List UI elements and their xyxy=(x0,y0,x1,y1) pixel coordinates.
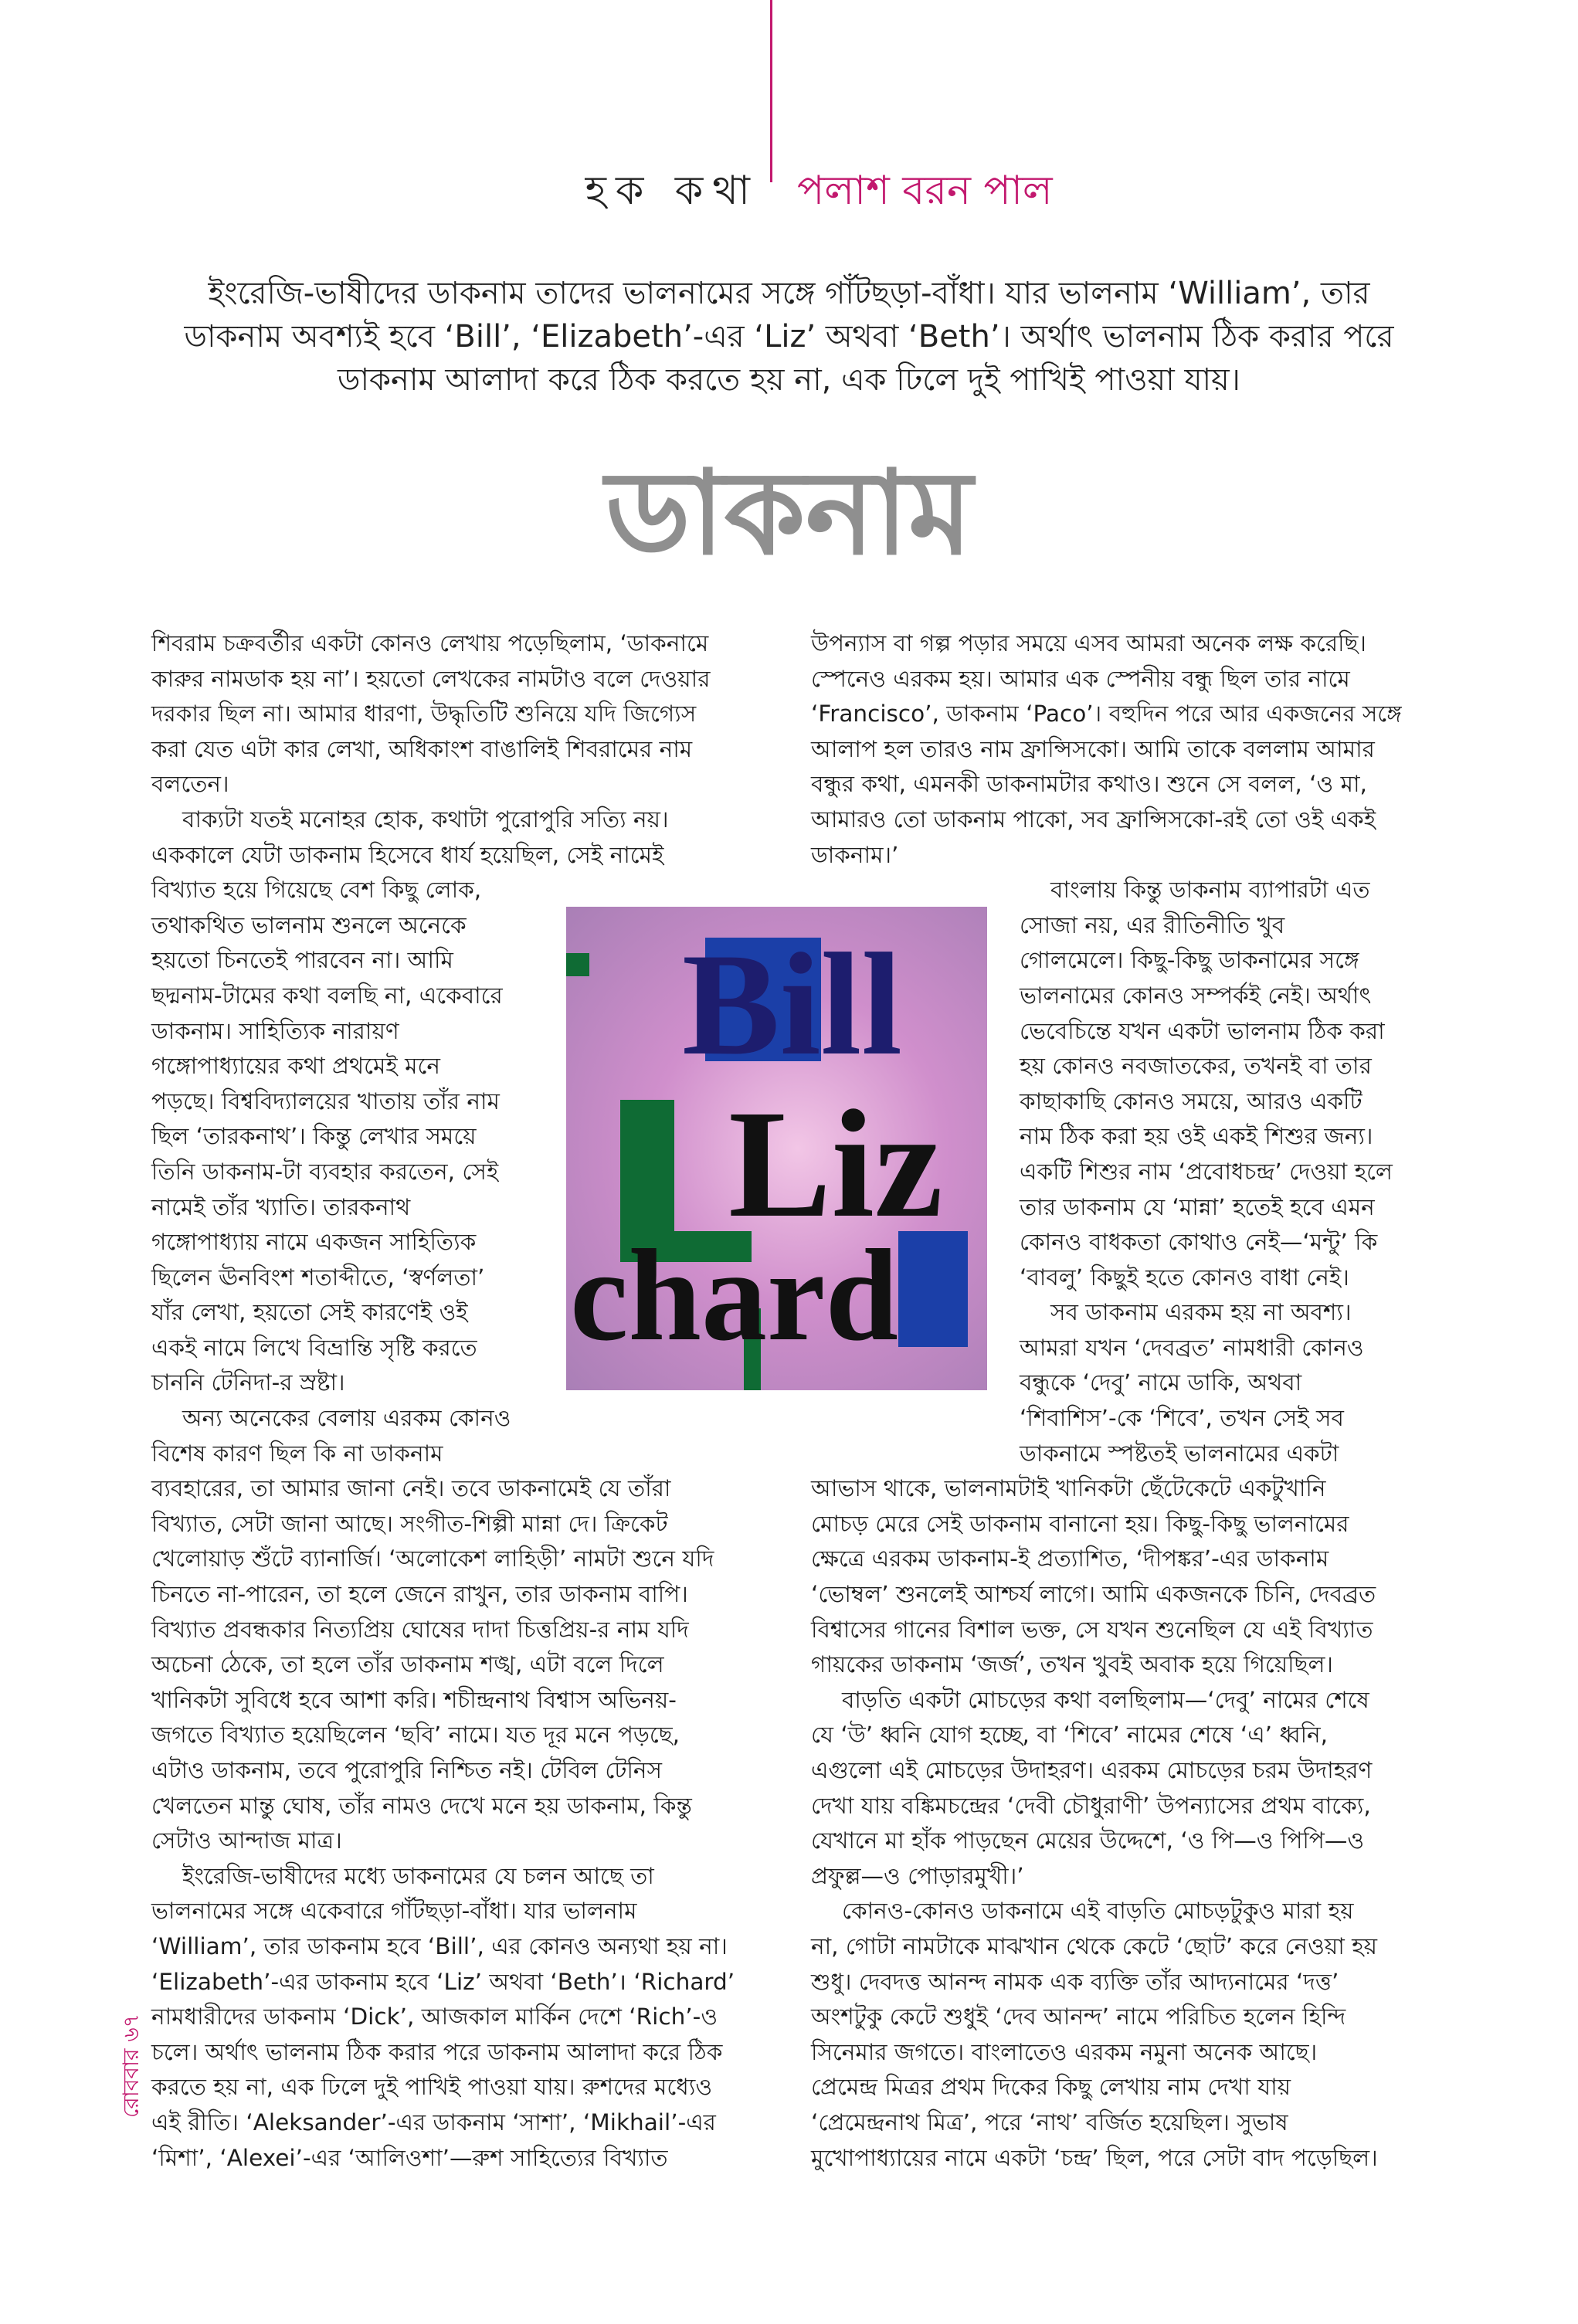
body-line: বিখ্যাত হয়ে গিয়েছে বেশ কিছু লোক, xyxy=(151,877,482,904)
body-line: কোনও-কোনও ডাকনামে এই বাড়তি মোচড়টুকুও মারা হয় xyxy=(842,1898,1354,1925)
body-line: ব্যবহারের, তা আমার জানা নেই। তবে ডাকনামেই যে তাঁরা xyxy=(151,1475,671,1502)
body-line: ভালনামের সঙ্গে একেবারে গাঁটছড়া-বাঁধা। যার ভালনাম xyxy=(151,1898,637,1925)
body-line: চাননি টেনিদা-র স্রষ্টা। xyxy=(151,1369,345,1396)
body-line: ভেবেচিন্তে যখন একটা ভালনাম ঠিক করা xyxy=(1020,1017,1385,1044)
body-line: আলাপ হল তারও নাম ফ্রান্সিসকো। আমি তাকে বললাম আমার xyxy=(811,735,1375,762)
page-folio: রোববার ৬৭ xyxy=(118,2014,144,2118)
body-line: তিনি ডাকনাম-টা ব্যবহার করতেন, সেই xyxy=(151,1158,499,1185)
green-fragment xyxy=(566,953,589,976)
body-line: চলে। অর্থাৎ ভালনাম ঠিক করার পরে ডাকনাম আলাদা করে ঠিক xyxy=(151,2038,723,2065)
body-line: ইংরেজি-ভাষীদের মধ্যে ডাকনামের যে চলন আছে তা xyxy=(182,1862,654,1889)
body-line: গঙ্গোপাধ্যায়ের কথা প্রথমেই মনে xyxy=(151,1053,440,1080)
body-line: নাম ঠিক করা হয় ওই একই শিশুর জন্য। xyxy=(1020,1123,1373,1150)
body-line: বিখ্যাত প্রবন্ধকার নিত্যপ্রিয় ঘোষের দাদা চিত্তপ্রিয়-র নাম যদি xyxy=(151,1616,689,1643)
body-line: মুখোপাধ্যায়ের নামে একটা ‘চন্দ্র’ ছিল, পরে সেটা বাদ পড়েছিল। xyxy=(811,2144,1378,2171)
body-line: ‘Elizabeth’-এর ডাকনাম হবে ‘Liz’ অথবা ‘Beth’। ‘Richard’ xyxy=(151,1968,735,1995)
body-line: বাড়তি একটা মোচড়ের কথা বলছিলাম—‘দেবু’ নামের শেষে xyxy=(842,1686,1369,1713)
body-line: করতে হয় না, এক ঢিলে দুই পাখিই পাওয়া যায়। রুশদের মধ্যেও xyxy=(151,2074,713,2101)
article-title: ডাকনাম xyxy=(605,446,973,581)
body-line: নামধারীদের ডাকনাম ‘Dick’, আজকাল মার্কিন দেশে ‘Rich’-ও xyxy=(151,2003,718,2031)
body-line: অচেনা ঠেকে, তা হলে তাঁর ডাকনাম শঙ্খ, এটা বলে দিলে xyxy=(151,1651,664,1678)
body-line: এককালে যেটা ডাকনাম হিসেবে ধার্য হয়েছিল, সেই নামেই xyxy=(151,841,664,868)
body-line: শিবরাম চক্রবর্তীর একটা কোনও লেখায় পড়েছিলাম, ‘ডাকনামে xyxy=(151,630,709,656)
body-line: জগতে বিখ্যাত হয়েছিলেন ‘ছবি’ নামে। যত দূর মনে পড়ছে, xyxy=(151,1722,680,1749)
body-line: সোজা নয়, এর রীতিনীতি খুব xyxy=(1020,911,1285,938)
body-line: তথাকথিত ভালনাম শুনলে অনেকে xyxy=(151,911,467,938)
body-line: ক্ষেত্রে এরকম ডাকনাম-ই প্রত্যাশিত, ‘দীপঙ্কর’-এর ডাকনাম xyxy=(811,1545,1329,1573)
body-line: খেলতেন মান্তু ঘোষ, তাঁর নামও দেখে মনে হয় ডাকনাম, কিন্তু xyxy=(151,1792,692,1819)
body-line: গায়কের ডাকনাম ‘জর্জ’, তখন খুবই অবাক হয়ে গিয়েছিল। xyxy=(811,1651,1333,1678)
body-line: চিনতে না-পারেন, তা হলে জেনে রাখুন, তার ডাকনাম বাপি। xyxy=(151,1581,688,1608)
body-line: সেটাও আন্দাজ মাত্র। xyxy=(151,1827,342,1854)
body-line: একটি শিশুর নাম ‘প্রবোধচন্দ্র’ দেওয়া হলে xyxy=(1020,1158,1393,1185)
standfirst-line: ডাকনাম অবশ্যই হবে ‘Bill’, ‘Elizabeth’-এর ‘Liz’ অথবা ‘Beth’। অর্থাৎ ভালনাম ঠিক করার পরে xyxy=(184,319,1394,355)
illustration-artwork xyxy=(566,907,987,1390)
body-line: নামেই তাঁর খ্যাতি। তারকনাথ xyxy=(151,1193,411,1220)
column-name: হক কথা xyxy=(585,168,759,214)
body-line: গঙ্গোপাধ্যায় নামে একজন সাহিত্যিক xyxy=(151,1229,477,1256)
body-line: ‘প্রেমেন্দ্রনাথ মিত্র’, পরে ‘নাথ’ বর্জিত হয়েছিল। সুভাষ xyxy=(811,2109,1288,2136)
body-line: ‘মিশা’, ‘Alexei’-এর ‘আলিওশা’—রুশ সাহিত্যের বিখ্যাত xyxy=(151,2144,668,2171)
body-line: হয় কোনও নবজাতকের, তখনই বা তার xyxy=(1020,1053,1372,1080)
standfirst-line: ডাকনাম আলাদা করে ঠিক করতে হয় না, এক ঢিলে দুই পাখিই পাওয়া যায়। xyxy=(338,362,1240,398)
body-line: কারুর নামডাক হয় না’। হয়তো লেখকের নামটাও বলে দেওয়ার xyxy=(151,665,711,692)
body-line: ভালনামের কোনও সম্পর্কই নেই। অর্থাৎ xyxy=(1020,982,1372,1009)
header-divider-rule xyxy=(770,0,772,182)
word-liz: Liz xyxy=(728,1079,943,1250)
body-line: বিখ্যাত, সেটা জানা আছে। সংগীত-শিল্পী মান্না দে। ক্রিকেট xyxy=(151,1510,668,1537)
body-line: ডাকনামে স্পষ্টতই ভালনামের একটা xyxy=(1020,1440,1339,1467)
standfirst-line: ইংরেজি-ভাষীদের ডাকনাম তাদের ভালনামের সঙ্গে গাঁটছড়া-বাঁধা। যার ভালনাম ‘William’, তার xyxy=(208,276,1370,311)
body-line: ডাকনাম। সাহিত্যিক নারায়ণ xyxy=(151,1017,399,1044)
body-line: ‘William’, তার ডাকনাম হবে ‘Bill’, এর কোনও অন্যথা হয় না। xyxy=(151,1932,728,1959)
body-line: ‘শিবাশিস’-কে ‘শিবে’, তখন সেই সব xyxy=(1020,1405,1344,1432)
body-line: করা যেত এটা কার লেখা, অধিকাংশ বাঙালিই শিবরামের নাম xyxy=(151,735,693,762)
body-line: অংশটুকু কেটে শুধুই ‘দেব আনন্দ’ নামে পরিচিত হলেন হিন্দি xyxy=(811,2003,1346,2031)
body-line: এটাও ডাকনাম, তবে পুরোপুরি নিশ্চিত নই। টেবিল টেনিস xyxy=(151,1757,662,1783)
body-line: বন্ধুকে ‘দেবু’ নামে ডাকি, অথবা xyxy=(1020,1369,1302,1396)
body-line: বলতেন। xyxy=(151,771,229,798)
body-line: শুধু। দেবদত্ত আনন্দ নামক এক ব্যক্তি তাঁর আদ্যনামের ‘দত্ত’ xyxy=(811,1968,1339,1995)
body-line: বিশ্বাসের গানের বিশাল ভক্ত, সে যখন শুনেছিল যে এই বিখ্যাত xyxy=(811,1616,1373,1643)
word-bill: Bill xyxy=(682,924,903,1086)
body-line: আভাস থাকে, ভালনামটাই খানিকটা ছেঁটেকেটে একটুখানি xyxy=(811,1475,1326,1502)
body-line: এগুলো এই মোচড়ের উদাহরণ। এরকম মোচড়ের চরম উদাহরণ xyxy=(811,1757,1373,1783)
body-line: ‘বাবলু’ কিছুই হতে কোনও বাধা নেই। xyxy=(1020,1264,1349,1291)
body-line: উপন্যাস বা গল্প পড়ার সময়ে এসব আমরা অনেক লক্ষ করেছি। xyxy=(811,630,1366,656)
body-line: সব ডাকনাম এরকম হয় না অবশ্য। xyxy=(1050,1299,1352,1326)
body-line: যেখানে মা হাঁক পাড়ছেন মেয়ের উদ্দেশে, ‘ও পি—ও পিপি—ও xyxy=(811,1827,1365,1854)
nickname-illustration xyxy=(566,907,987,1390)
standfirst xyxy=(154,272,1424,402)
body-line: প্রেমেন্দ্র মিত্রর প্রথম দিকের কিছু লেখায় নাম দেখা যায় xyxy=(811,2074,1291,2101)
right-column xyxy=(811,626,1421,2176)
body-line: প্রফুল্ল—ও পোড়ারমুখী।’ xyxy=(811,1862,1024,1889)
body-line: তার ডাকনাম যে ‘মান্না’ হতেই হবে এমন xyxy=(1020,1193,1375,1220)
word-chard: chard xyxy=(570,1223,898,1368)
body-line: বাক্যটা যতই মনোহর হোক, কথাটা পুরোপুরি সত্যি নয়। xyxy=(182,806,669,833)
author-name: পলাশ বরন পাল xyxy=(797,168,1053,214)
body-line: বন্ধুর কথা, এমনকী ডাকনামটার কথাও। শুনে সে বলল, ‘ও মা, xyxy=(811,771,1367,798)
body-line: খেলোয়াড় শুঁটে ব্যানার্জি। ‘অলোকেশ লাহিড়ী’ নামটা শুনে যদি xyxy=(151,1545,714,1573)
body-line: দরকার ছিল না। আমার ধারণা, উদ্ধৃতিটি শুনিয়ে যদি জিগ্যেস xyxy=(151,701,697,728)
body-line: ডাকনাম।’ xyxy=(811,841,899,868)
body-line: দেখা যায় বঙ্কিমচন্দ্রের ‘দেবী চৌধুরাণী’ উপন্যাসের প্রথম বাক্যে, xyxy=(811,1792,1371,1819)
body-line: মোচড় মেরে সেই ডাকনাম বানানো হয়। কিছু-কিছু ভালনামের xyxy=(811,1510,1349,1537)
body-line: খানিকটা সুবিধে হবে আশা করি। শচীন্দ্রনাথ বিশ্বাস অভিনয়- xyxy=(151,1686,677,1713)
body-line: অন্য অনেকের বেলায় এরকম কোনও xyxy=(182,1405,511,1432)
body-line: যে ‘উ’ ধ্বনি যোগ হচ্ছে, বা ‘শিবে’ নামের শেষে ‘এ’ ধ্বনি, xyxy=(811,1722,1329,1749)
body-line: গোলমেলে। কিছু-কিছু ডাকনামের সঙ্গে xyxy=(1020,947,1359,974)
left-column xyxy=(151,626,754,2176)
body-line: সিনেমার জগতে। বাংলাতেও এরকম নমুনা অনেক আছে। xyxy=(811,2038,1318,2065)
body-line: বাংলায় কিন্তু ডাকনাম ব্যাপারটা এত xyxy=(1050,877,1370,904)
body-line: পড়ছে। বিশ্ববিদ্যালয়ের খাতায় তাঁর নাম xyxy=(151,1087,500,1115)
body-line: যাঁর লেখা, হয়তো সেই কারণেই ওই xyxy=(151,1299,468,1326)
body-line: ‘Francisco’, ডাকনাম ‘Paco’। বহুদিন পরে আর একজনের সঙ্গে xyxy=(811,701,1402,728)
body-line: আমারও তো ডাকনাম পাকো, সব ফ্রান্সিসকো-রই তো ওই একই xyxy=(811,806,1376,833)
body-line: বিশেষ কারণ ছিল কি না ডাকনাম xyxy=(151,1440,443,1467)
body-line: হয়তো চিনতেই পারবেন না। আমি xyxy=(151,947,453,974)
body-line: না, গোটা নামটাকে মাঝখান থেকে কেটে ‘ছোট’ করে নেওয়া হয় xyxy=(811,1932,1378,1959)
body-line: ‘ভোম্বল’ শুনলেই আশ্চর্য লাগে। আমি একজনকে চিনি, দেবব্রত xyxy=(811,1581,1376,1608)
body-line: কাছাকাছি কোনও সময়ে, আরও একটি xyxy=(1020,1087,1363,1115)
body-line: একই নামে লিখে বিভ্রান্তি সৃষ্টি করতে xyxy=(151,1334,477,1361)
body-line: ছিল ‘তারকনাথ’। কিন্তু লেখার সময়ে xyxy=(151,1123,477,1150)
body-line: ছিলেন ঊনবিংশ শতাব্দীতে, ‘স্বর্ণলতা’ xyxy=(151,1264,485,1291)
body-line: ছদ্মনাম-টামের কথা বলছি না, একেবারে xyxy=(151,982,503,1009)
body-line: আমরা যখন ‘দেবব্রত’ নামধারী কোনও xyxy=(1020,1334,1364,1361)
body-line: স্পেনেও এরকম হয়। আমার এক স্পেনীয় বন্ধু ছিল তার নামে xyxy=(811,665,1350,692)
body-line: এই রীতি। ‘Aleksander’-এর ডাকনাম ‘সাশা’, ‘Mikhail’-এর xyxy=(151,2109,716,2136)
body-line: কোনও বাধকতা কোথাও নেই—‘মন্টু’ কি xyxy=(1020,1229,1378,1256)
